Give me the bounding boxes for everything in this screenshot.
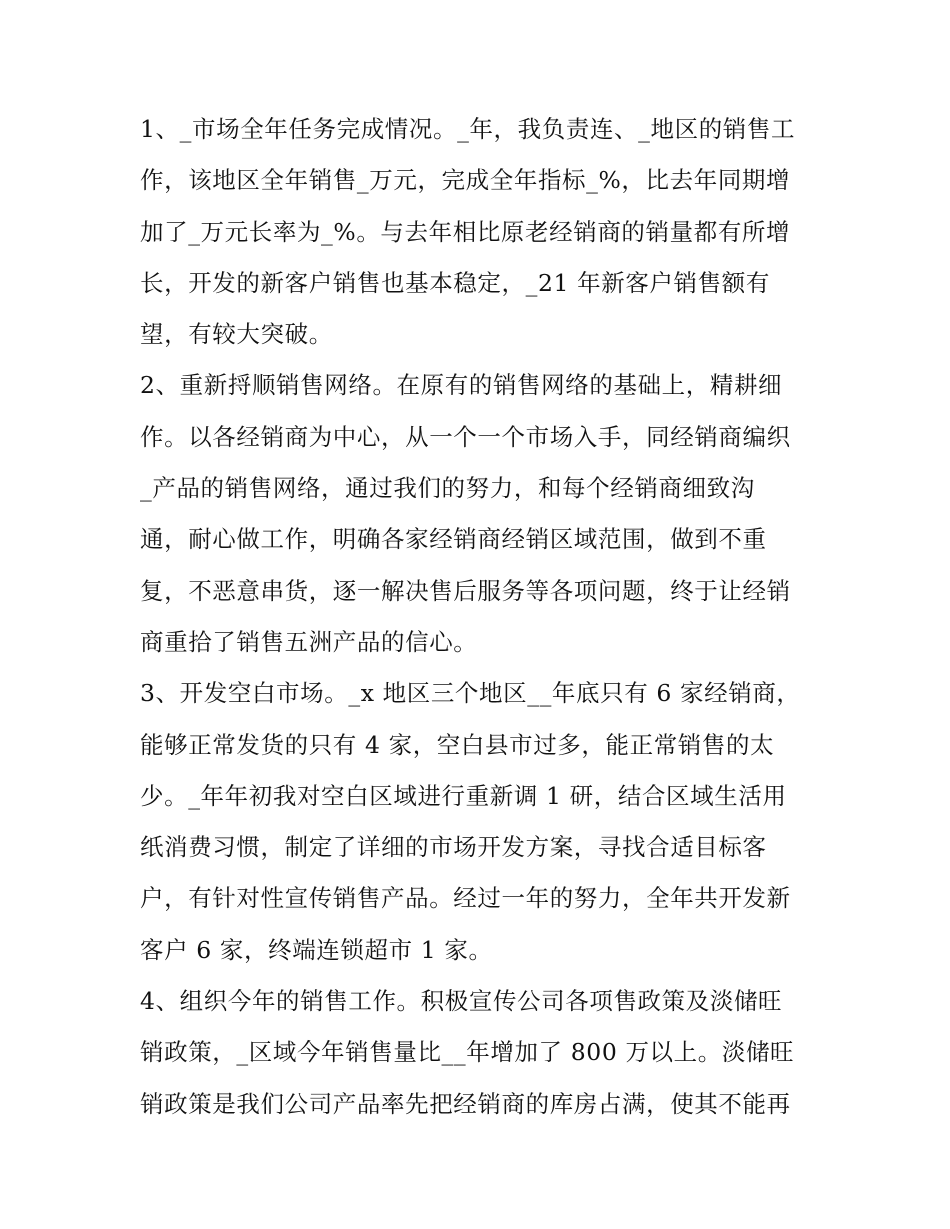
document-body xyxy=(140,104,820,1130)
text-line: 作，该地区全年销售_万元，完成全年指标_%，比去年同期增 xyxy=(140,166,791,195)
text-line: _产品的销售网络，通过我们的努力，和每个经销商细致沟 xyxy=(140,474,755,503)
text-line: 通，耐心做工作，明确各家经销商经销区域范围，做到不重 xyxy=(140,525,767,554)
text-line: 能够正常发货的只有 4 家，空白县市过多，能正常销售的太 xyxy=(140,730,775,759)
text-line: 3、开发空白市场。_x 地区三个地区__年底只有 6 家经销商， xyxy=(140,679,801,708)
text-line: 4、组织今年的销售工作。积极宣传公司各项售政策及淡储旺 xyxy=(140,987,783,1016)
text-line: 户，有针对性宣传销售产品。经过一年的努力，全年共开发新 xyxy=(140,884,791,913)
text-line: 销政策是我们公司产品率先把经销商的库房占满，使其不能再 xyxy=(140,1089,791,1118)
text-line: 加了_万元长率为_%。与去年相比原老经销商的销量都有所增 xyxy=(140,217,791,246)
text-line: 商重拾了销售五洲产品的信心。 xyxy=(140,627,478,656)
text-line: 长，开发的新客户销售也基本稳定，_21 年新客户销售额有 xyxy=(140,268,770,297)
text-line: 销政策，_区域今年销售量比__年增加了 800 万以上。淡储旺 xyxy=(140,1038,795,1067)
text-line: 作。以各经销商为中心，从一个一个市场入手，同经销商编织 xyxy=(140,422,791,451)
text-line: 纸消费习惯，制定了详细的市场开发方案，寻找合适目标客 xyxy=(140,833,767,862)
text-line: 少。_年年初我对空白区域进行重新调 1 研，结合区域生活用 xyxy=(140,781,787,810)
text-line: 1、_市场全年任务完成情况。_年，我负责连、_地区的销售工 xyxy=(140,115,796,143)
text-line: 客户 6 家，终端连锁超市 1 家。 xyxy=(140,935,493,964)
text-line: 2、重新捋顺销售网络。在原有的销售网络的基础上，精耕细 xyxy=(140,371,783,400)
text-line: 望，有较大突破。 xyxy=(140,320,333,349)
text-line: 复，不恶意串货，逐一解决售后服务等各项问题，终于让经销 xyxy=(140,576,791,605)
